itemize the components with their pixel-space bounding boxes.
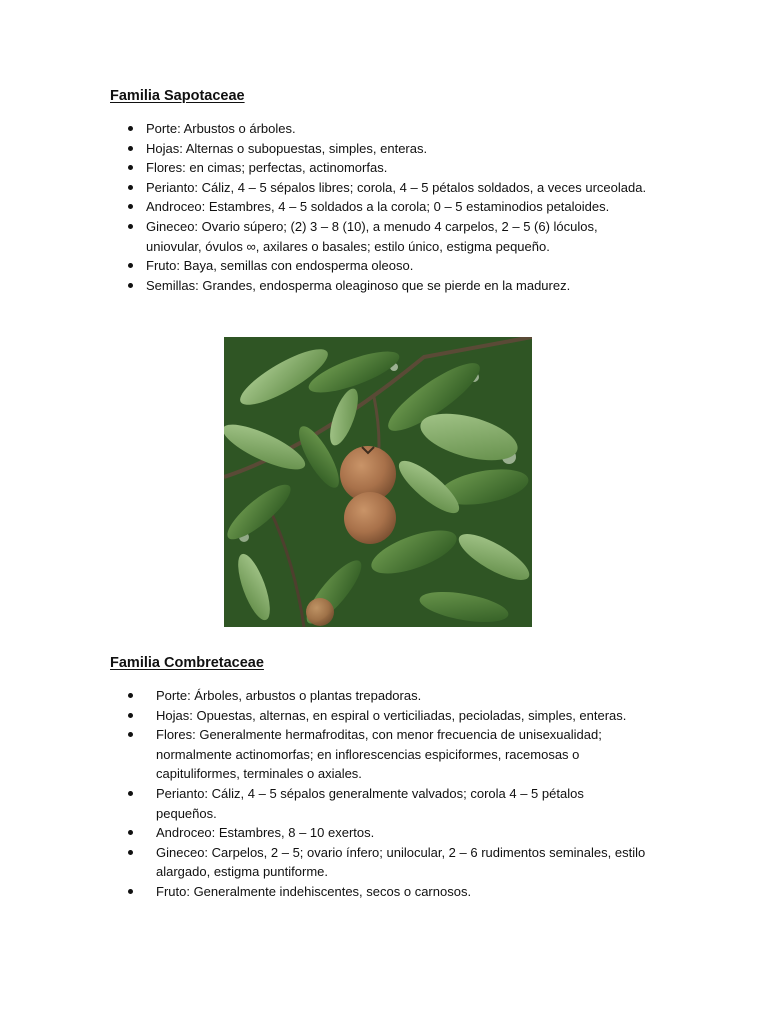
list-item: Fruto: Generalmente indehiscentes, secos o carnosos. bbox=[128, 882, 648, 902]
list-item: Flores: Generalmente hermafroditas, con menor frecuencia de unisexualidad; normalmente actinomorfas; en inflorescencias espiciformes, racemosas o capituliformes, terminales o axiales. bbox=[128, 725, 648, 784]
list-item: Androceo: Estambres, 8 – 10 exertos. bbox=[128, 823, 648, 843]
list-item: Flores: en cimas; perfectas, actinomorfas. bbox=[128, 158, 648, 178]
section-title-sapotaceae: Familia Sapotaceae bbox=[110, 88, 245, 104]
sapodilla-fruit-photo bbox=[224, 337, 532, 627]
list-item: Semillas: Grandes, endosperma oleaginoso que se pierde en la madurez. bbox=[128, 276, 648, 296]
list-item: Hojas: Alternas o subopuestas, simples, enteras. bbox=[128, 139, 648, 159]
list-item: Fruto: Baya, semillas con endosperma oleoso. bbox=[128, 256, 648, 276]
section-title-combretaceae: Familia Combretaceae bbox=[110, 655, 264, 671]
list-item: Gineceo: Ovario súpero; (2) 3 – 8 (10), a menudo 4 carpelos, 2 – 5 (6) lóculos, uniovular, óvulos ∞, axilares o basales; estilo único, estigma pequeño. bbox=[128, 217, 648, 256]
list-item: Porte: Árboles, arbustos o plantas trepadoras. bbox=[128, 686, 648, 706]
combretaceae-characteristics-list bbox=[128, 686, 648, 902]
list-item: Porte: Arbustos o árboles. bbox=[128, 119, 648, 139]
sapotaceae-characteristics-list bbox=[128, 119, 648, 295]
list-item: Androceo: Estambres, 4 – 5 soldados a la corola; 0 – 5 estaminodios petaloides. bbox=[128, 197, 648, 217]
list-item: Perianto: Cáliz, 4 – 5 sépalos generalmente valvados; corola 4 – 5 pétalos pequeños. bbox=[128, 784, 648, 823]
list-item: Hojas: Opuestas, alternas, en espiral o verticiliadas, pecioladas, simples, enteras. bbox=[128, 706, 648, 726]
photo-illustration bbox=[224, 337, 532, 627]
list-item: Gineceo: Carpelos, 2 – 5; ovario ínfero; unilocular, 2 – 6 rudimentos seminales, estilo alargado, estigma puntiforme. bbox=[128, 843, 648, 882]
list-item: Perianto: Cáliz, 4 – 5 sépalos libres; corola, 4 – 5 pétalos soldados, a veces urceolada. bbox=[128, 178, 648, 198]
